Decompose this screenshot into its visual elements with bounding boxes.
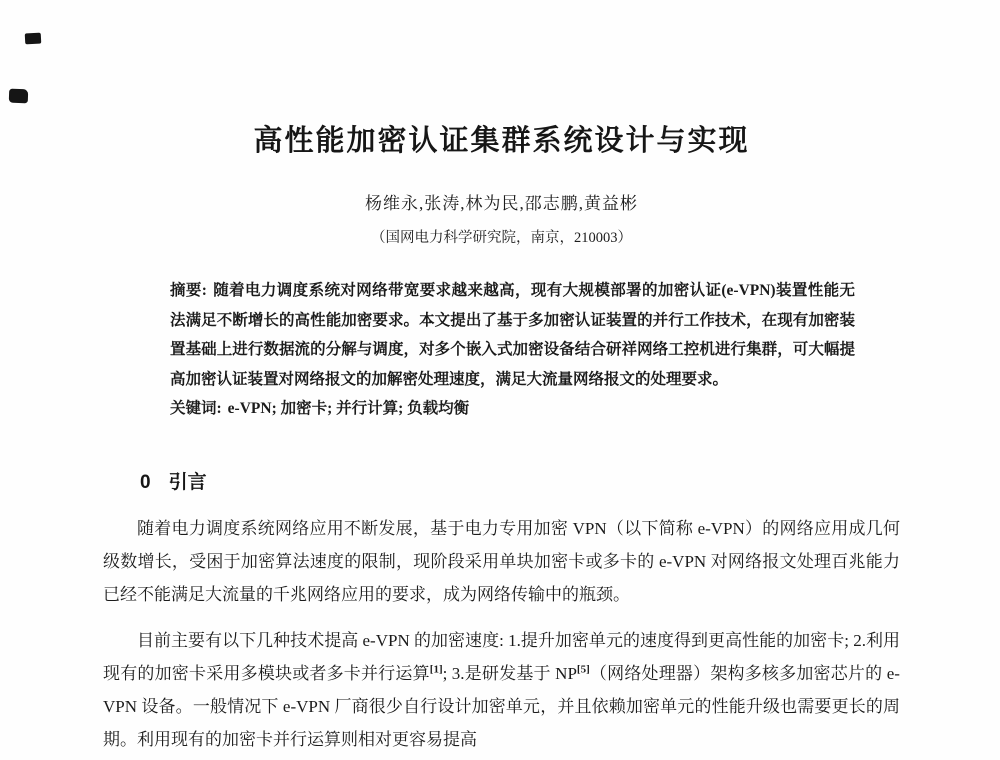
keywords-label: 关键词: (170, 400, 222, 417)
abstract-text: 随着电力调度系统对网络带宽要求越来越高，现有大规模部署的加密认证(e-VPN)装置性能无法满足不断增长的高性能加密要求。本文提出了基于多加密认证装置的并行工作技术，在现有加密装置基础上进行数据流的分解与调度，对多个嵌入式加密设备结合研祥网络工控机进行集群，可大幅提高加密认证装置对网络报文的加解密处理速度，满足大流量网络报文的处理要求。 (170, 282, 855, 388)
scan-artifact (9, 89, 28, 104)
paragraph-2-text-3: （网络处理器）架构多核多加密芯片的 e-VPN 设备。一般情况下 e-VPN 厂商很少自行设计加密单元，并且依赖加密单元的性能升级也需要更长的周期。利用现有的加密卡并行运算则相对更容易提高 (103, 663, 900, 749)
abstract-label: 摘要: (170, 282, 207, 299)
keywords-line (170, 394, 855, 424)
section-number: 0 (140, 471, 151, 493)
section-title: 引言 (168, 471, 207, 493)
section-heading (140, 467, 900, 494)
citation-1: [1] (429, 662, 443, 675)
paragraph-2 (103, 624, 900, 756)
paragraph-2-text-2: ; 3.是研发基于 NP (442, 663, 577, 683)
keywords-text: e-VPN; 加密卡; 并行计算; 负载均衡 (227, 400, 470, 417)
abstract-block (170, 276, 855, 394)
paragraph-1: 随着电力调度系统网络应用不断发展，基于电力专用加密 VPN（以下简称 e-VPN）的网络应用成几何级数增长，受困于加密算法速度的限制，现阶段采用单块加密卡或多卡的 e-VPN 对网络报文处理百兆能力已经不能满足大流量的千兆网络应用的要求，成为网络传输中的瓶颈。 (103, 518, 900, 604)
paper-content (103, 0, 900, 756)
paragraph-2-text-1: 目前主要有以下几种技术提高 e-VPN 的加密速度: 1.提升加密单元的速度得到更高性能的加密卡; 2.利用现有的加密卡采用多模块或者多卡并行运算 (103, 630, 900, 683)
citation-2: [5] (576, 662, 590, 675)
affiliation-line: （国网电力科学研究院，南京，210003） (371, 230, 632, 246)
authors-line: 杨维永,张涛,林为民,邵志鹏,黄益彬 (365, 194, 638, 213)
paper-title: 高性能加密认证集群系统设计与实现 (253, 125, 750, 157)
scan-artifact (25, 33, 42, 45)
